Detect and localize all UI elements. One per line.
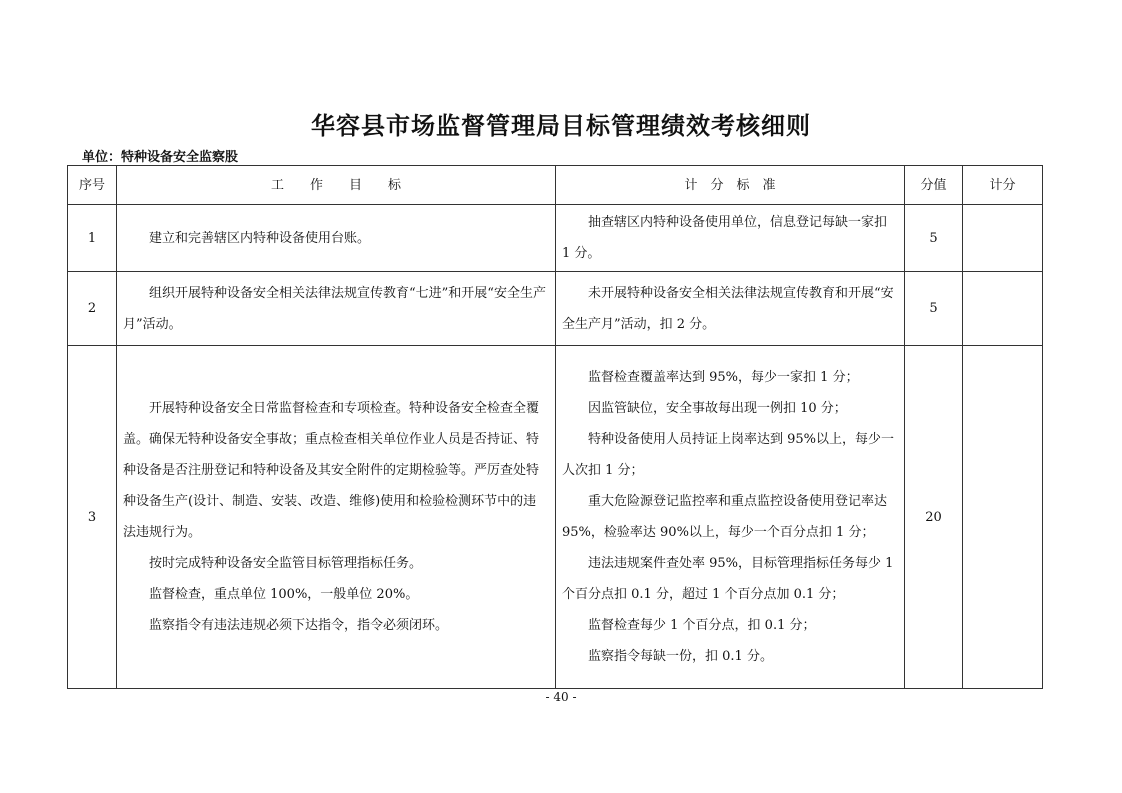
criteria-paragraph: 违法违规案件查处率 95%，目标管理指标任务每少 1 个百分点扣 0.1 分，超过 1 个百分点加 0.1 分；	[562, 556, 894, 602]
header-goal: 工 作 目 标	[117, 166, 556, 205]
points-cell: 5	[905, 272, 963, 346]
criteria-paragraph: 特种设备使用人员持证上岗率达到 95%以上，每少一人次扣 1 分；	[562, 432, 895, 478]
criteria-paragraph: 抽查辖区内特种设备使用单位，信息登记每缺一家扣 1 分。	[562, 215, 888, 261]
table-row	[68, 272, 1043, 346]
criteria-paragraph: 监督检查每少 1 个百分点，扣 0.1 分；	[588, 618, 816, 633]
points-cell: 5	[905, 205, 963, 272]
table-row	[68, 346, 1043, 689]
goal-paragraph: 组织开展特种设备安全相关法律法规宣传教育“七进”和开展“安全生产月”活动。	[123, 285, 546, 332]
criteria-cell	[556, 346, 905, 689]
goal-cell	[117, 346, 556, 689]
table-header-row	[68, 166, 1043, 205]
criteria-paragraph: 重大危险源登记监控率和重点监控设备使用登记率达 95%，检验率达 90%以上，每少一个百分点扣 1 分；	[562, 494, 888, 540]
document-title: 华容县市场监督管理局目标管理绩效考核细则	[311, 112, 811, 140]
goal-cell	[117, 205, 556, 272]
unit-label: 单位：特种设备安全监察股	[82, 150, 239, 165]
page-number: - 40 -	[545, 690, 577, 704]
criteria-paragraph: 未开展特种设备安全相关法律法规宣传教育和开展“安全生产月”活动，扣 2 分。	[562, 285, 894, 332]
table-row	[68, 205, 1043, 272]
goal-paragraph: 建立和完善辖区内特种设备使用台账。	[149, 230, 371, 246]
score-cell[interactable]	[963, 346, 1043, 689]
row-number: 1	[68, 205, 117, 272]
points-cell: 20	[905, 346, 963, 689]
header-score: 计分	[963, 166, 1043, 205]
criteria-paragraph: 因监管缺位，安全事故每出现一例扣 10 分；	[588, 401, 847, 416]
criteria-paragraph: 监督检查覆盖率达到 95%，每少一家扣 1 分；	[588, 370, 859, 385]
criteria-cell	[556, 205, 905, 272]
goal-paragraph: 监察指令有违法违规必须下达指令，指令必须闭环。	[149, 618, 449, 633]
score-cell[interactable]	[963, 205, 1043, 272]
goal-cell	[117, 272, 556, 346]
assessment-table	[67, 165, 1043, 689]
header-criteria: 计 分 标 准	[556, 166, 905, 205]
header-no: 序号	[68, 166, 117, 205]
goal-paragraph: 按时完成特种设备安全监管目标管理指标任务。	[149, 556, 423, 571]
row-number: 3	[68, 346, 117, 689]
criteria-cell	[556, 272, 905, 346]
score-cell[interactable]	[963, 272, 1043, 346]
criteria-paragraph: 监察指令每缺一份，扣 0.1 分。	[588, 649, 773, 664]
goal-paragraph: 开展特种设备安全日常监督检查和专项检查。特种设备安全检查全覆盖。确保无特种设备安全事故；重点检查相关单位作业人员是否持证、特种设备是否注册登记和特种设备及其安全附件的定期检验等。严厉查处特种设备生产(设计、制造、安装、改造、维修)使用和检验检测环节中的违法违规行为。	[123, 401, 540, 540]
goal-paragraph: 监督检查，重点单位 100%，一般单位 20%。	[149, 587, 419, 602]
row-number: 2	[68, 272, 117, 346]
header-points: 分值	[905, 166, 963, 205]
